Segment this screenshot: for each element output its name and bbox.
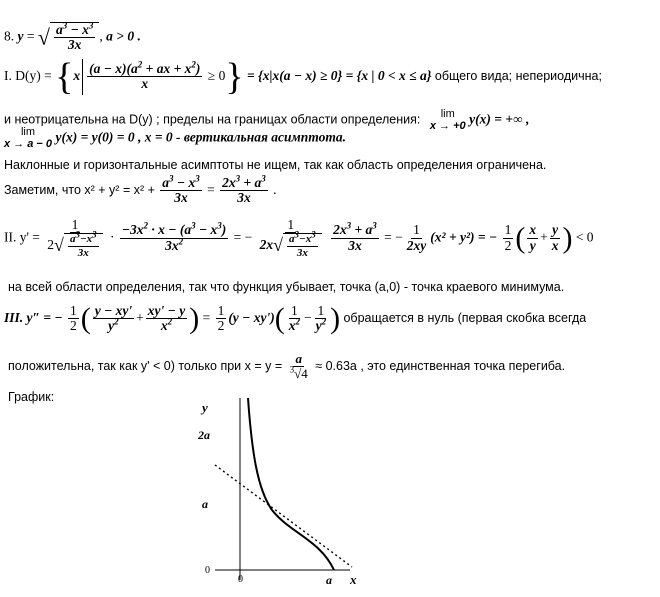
section2-end: < 0 <box>575 229 594 245</box>
tick-2a: 2a <box>198 428 210 442</box>
section1-domain: I. D(y) = {x $\frac{(a - x)(a^2 + ax + x^2)}{x}$ ≥ 0} = {x|x(a − x) ≥ 0} = {x | 0 < x ≤ a} общего вида; непериодична; <box>4 56 602 98</box>
section2-equals: = − <box>233 229 253 245</box>
section3-second-derivative: III. y″ = − $\frac{1}{2}$ ( $\frac{y - xy'}{y^2}$ + $\frac{xy' - y}{x^2}$ ) = $\frac{1}{2}$ (y − xy')( $\frac{1}{x^2}$ − $\frac{1}{y^2}$ ) обращается в нуль (первая скобка всегда <box>4 302 587 335</box>
tick-0-x: 0 <box>238 574 243 585</box>
section1-label: I. D(y) = <box>4 68 52 84</box>
limits-intro-text: и неотрицательна на D(y) ; пределы на границах области определения: <box>4 112 421 127</box>
lim2-subscript: x → a − 0 <box>4 138 53 151</box>
lim-word-2: lim <box>20 126 36 138</box>
domain-remark: общего вида; непериодична; <box>431 69 602 84</box>
asymptote-remark: Наклонные и горизонтальные асимптоты не ищем, так как область определения ограничена. <box>4 158 547 172</box>
section3-remark: обращается в нуль (первая скобка всегда <box>343 311 587 326</box>
domain-condition: ≥ 0 <box>207 68 226 84</box>
lim2-value: y(x) = y(0) = 0 , x = 0 - вертикальная асимптота. <box>55 129 346 145</box>
section2-label: II. y' = <box>4 229 40 245</box>
inflection-value: ≈ 0.63a , это единственная точка перегиба. <box>315 358 566 373</box>
tick-0-y: 0 <box>205 565 210 576</box>
problem-statement: 8. y = √ $\frac{a^3 - x^3}{3x}$ , a > 0 . <box>4 20 141 53</box>
lim1-value: y(x) = +∞ , <box>469 111 530 127</box>
lim-word-1: lim <box>440 108 455 120</box>
lim1-subscript: x → +0 <box>429 120 466 133</box>
section3-label: III. y″ = − <box>4 310 63 326</box>
x-axis-label: x <box>350 572 357 587</box>
problem-number: 8. <box>4 28 15 44</box>
inflection-text: положительна, так как y' < 0) только при x = y = <box>8 358 283 373</box>
identity-prefix: Заметим, что x² + y² = x² + <box>4 183 155 198</box>
identity-end: . <box>273 182 277 198</box>
section2-derivative: II. y' = 1 2√ $\frac{a^3-x^3}{3x}$ · $\frac{-3x^2 \cdot x - (a^3 - x^3)}{3x^2}$ = − 1 2x√ $\frac{a^3-x^3}{3x}$ $\frac{2x^3 + a^3}{3x}$ = − $\frac{1}{2xy}$ (x² + y²) = − $\frac{1}{2}$ ( $\frac{x}{y}$ + $\frac{y}{x}$ ) < 0 <box>4 217 594 259</box>
section3-factor: (y − xy') <box>228 310 275 326</box>
y-axis-label: y <box>202 400 208 415</box>
section2-tail: (x² + y²) = − <box>430 229 498 245</box>
identity-equals: = <box>207 182 215 198</box>
tick-a-x: a <box>326 573 332 587</box>
identity-line: Заметим, что x² + y² = x² + $\frac{a^3 - x^3}{3x}$ = $\frac{2x^3 + a^3}{3x}$ . <box>4 173 277 206</box>
problem-condition: a > 0 . <box>106 28 141 44</box>
domain-simplified: = {x|x(a − x) ≥ 0} = {x | 0 < x ≤ a} <box>246 68 432 84</box>
section3-equals: = <box>202 310 211 326</box>
section1-limit2 <box>4 126 346 150</box>
section2-conclusion: на всей области определения, так что функция убывает, точка (a,0) - точка краевого минимума. <box>8 280 565 294</box>
dotted-line <box>215 465 352 567</box>
section3-line2: положительна, так как y' < 0) только при x = y = $\frac{a}{^3√4}$ ≈ 0.63a , это единственная точка перегиба. <box>8 351 566 381</box>
graph-heading: График: <box>8 390 55 404</box>
tick-a-y: a <box>202 497 208 511</box>
curve-y-of-x <box>248 398 334 570</box>
